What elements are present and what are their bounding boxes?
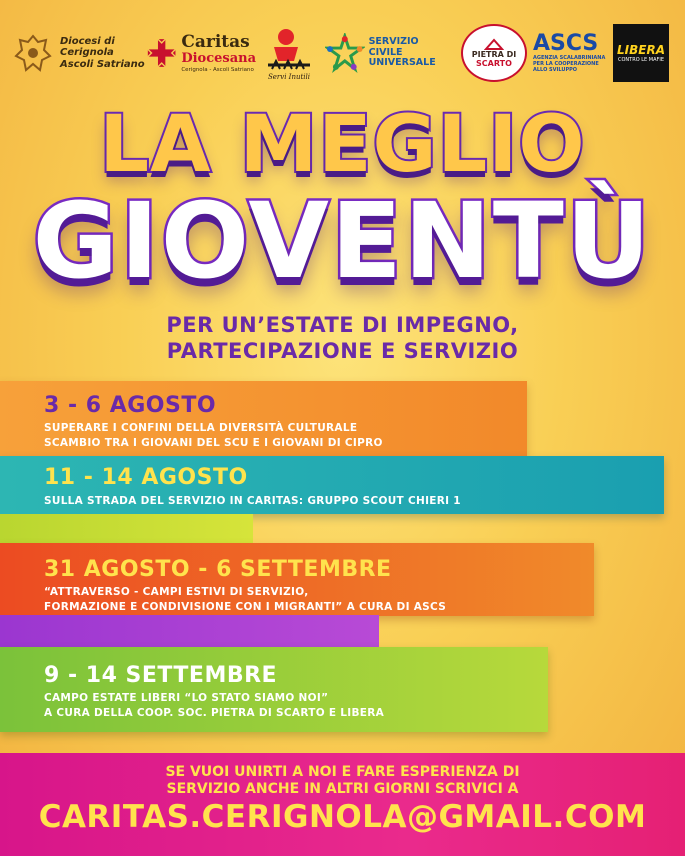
star-people-icon bbox=[325, 33, 365, 73]
diocesi-line3: Ascoli Satriano bbox=[60, 58, 145, 70]
event-3-desc bbox=[44, 585, 446, 615]
event-3-date: 31 AGOSTO - 6 SETTEMBRE bbox=[44, 557, 392, 582]
partner-logos bbox=[0, 18, 685, 88]
house-icon bbox=[484, 38, 504, 50]
event-band-4 bbox=[0, 647, 548, 732]
event-band-1 bbox=[0, 381, 527, 456]
servi-inutili-icon bbox=[264, 25, 314, 73]
logo-caritas bbox=[146, 18, 256, 88]
event-4-line2: A CURA DELLA COOP. SOC. PIETRA DI SCARTO E LIBERA bbox=[44, 707, 385, 719]
caritas-sub: Diocesana bbox=[181, 51, 256, 67]
event-1-line2: SCAMBIO TRA I GIOVANI DEL SCU E I GIOVANI DI CIPRO bbox=[44, 437, 383, 449]
subtitle-line2: PARTECIPAZIONE E SERVIZIO bbox=[166, 339, 519, 363]
libera-sub: CONTRO LE MAFIE bbox=[618, 57, 664, 63]
diocese-crest-icon bbox=[12, 32, 54, 74]
event-1-line1: SUPERARE I CONFINI DELLA DIVERSITÀ CULTURALE bbox=[44, 422, 358, 434]
event-band-3 bbox=[0, 543, 594, 616]
ascs-name: ASCS bbox=[533, 31, 599, 56]
caritas-cross-icon bbox=[146, 36, 177, 70]
diocesi-line1: Diocesi di bbox=[60, 35, 115, 47]
event-2-desc bbox=[44, 494, 461, 509]
subtitle-line1: PER UN’ESTATE DI IMPEGNO, bbox=[166, 313, 519, 337]
footer-line2: SERVIZIO ANCHE IN ALTRI GIORNI SCRIVICI A bbox=[166, 781, 519, 797]
caritas-place: Cerignola - Ascoli Satriano bbox=[181, 67, 254, 74]
event-4-line1: CAMPO ESTATE LIBERI “LO STATO SIAMO NOI” bbox=[44, 692, 329, 704]
pietra-badge bbox=[461, 24, 527, 82]
event-2-date: 11 - 14 AGOSTO bbox=[44, 465, 248, 490]
event-3-line1: “ATTRAVERSO - CAMPI ESTIVI DI SERVIZIO, bbox=[44, 586, 309, 598]
event-1-desc bbox=[44, 421, 383, 451]
ascs-line1: AGENZIA SCALABRINIANA bbox=[533, 55, 606, 61]
scu-line2: UNIVERSALE bbox=[368, 57, 436, 69]
libera-name: LIBERA bbox=[617, 43, 665, 57]
logo-libera bbox=[612, 18, 670, 88]
scu-line1: SERVIZIO CIVILE bbox=[368, 35, 419, 58]
title-line1: LA MEGLIO bbox=[99, 100, 586, 190]
logo-diocesi bbox=[12, 18, 147, 88]
event-4-desc bbox=[44, 691, 384, 721]
logo-servizio-civile bbox=[325, 18, 455, 88]
pietra-line1: PIETRA DI bbox=[471, 50, 517, 59]
title-line2: GIOVENTÙ bbox=[32, 180, 653, 302]
event-band-2 bbox=[0, 456, 664, 514]
logo-ascs bbox=[533, 18, 608, 88]
event-3-line2: FORMAZIONE E CONDIVISIONE CON I MIGRANTI” A CURA DI ASCS bbox=[44, 601, 447, 613]
subtitle bbox=[0, 312, 685, 364]
caritas-name: Caritas bbox=[181, 31, 250, 52]
ascs-line3: ALLO SVILUPPO bbox=[533, 67, 578, 73]
logo-pietra-di-scarto bbox=[458, 18, 530, 88]
footer-line1: SE VUOI UNIRTI A NOI E FARE ESPERIENZA DI bbox=[165, 764, 520, 780]
ascs-line2: PER LA COOPERAZIONE bbox=[533, 61, 599, 67]
event-1-date: 3 - 6 AGOSTO bbox=[44, 393, 217, 418]
footer-email-link[interactable]: CARITAS.CERIGNOLA@GMAIL.COM bbox=[38, 799, 647, 835]
event-4-date: 9 - 14 SETTEMBRE bbox=[44, 663, 278, 688]
footer-contact bbox=[0, 753, 685, 856]
logo-servi-inutili bbox=[258, 18, 320, 88]
event-2-line1: SULLA STRADA DEL SERVIZIO IN CARITAS: GRUPPO SCOUT CHIERI 1 bbox=[44, 495, 461, 507]
libera-badge bbox=[613, 24, 669, 82]
servi-text: Servi Inutili bbox=[267, 73, 310, 81]
diocesi-line2: Cerignola bbox=[60, 47, 114, 59]
pietra-line2: SCARTO bbox=[476, 59, 512, 68]
